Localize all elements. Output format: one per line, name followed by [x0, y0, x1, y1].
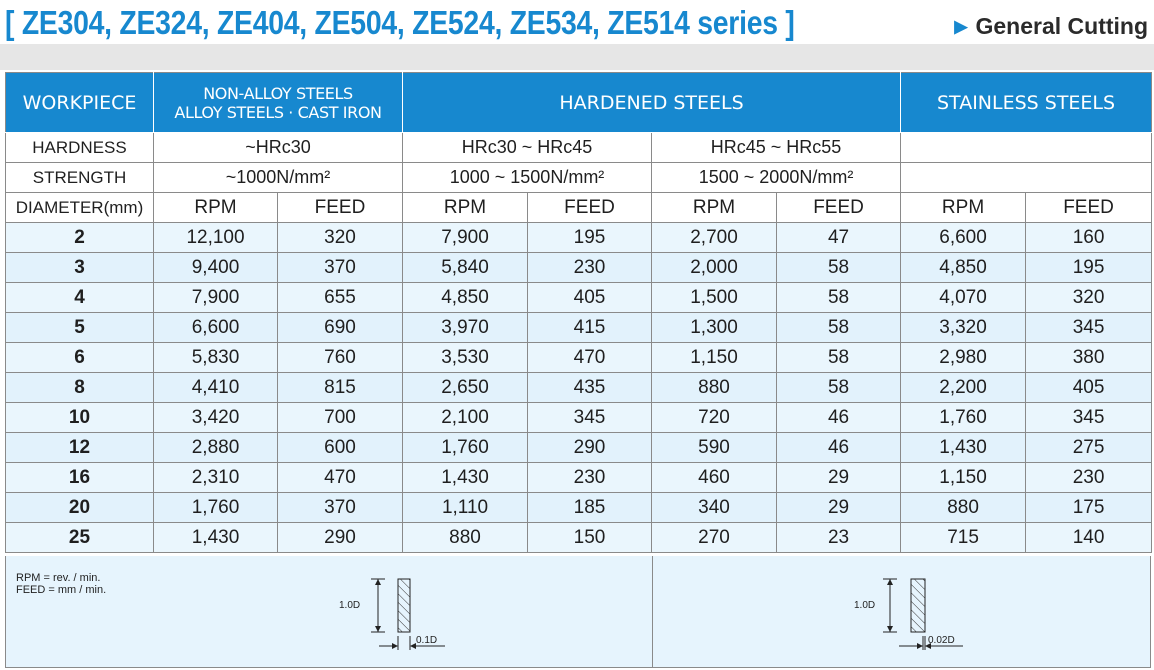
rpm-cell: 7,900	[154, 283, 278, 313]
rpm-cell: 1,760	[154, 493, 278, 523]
diameter-cell: 20	[6, 493, 154, 523]
table-row	[6, 373, 1152, 403]
rpm-cell: 460	[652, 463, 777, 493]
rpm-cell: 2,880	[154, 433, 278, 463]
rpm-cell: 1,430	[154, 523, 278, 553]
feed-cell: 405	[528, 283, 652, 313]
feed-cell: 58	[777, 283, 901, 313]
hardness-label: HARDNESS	[6, 133, 154, 163]
feed-header: FEED	[278, 193, 403, 223]
hardened-steels-header: HARDENED STEELS	[403, 73, 901, 133]
right-depth-label: 1.0D	[854, 600, 876, 611]
rpm-cell: 2,000	[652, 253, 777, 283]
notes-panel	[5, 556, 1151, 668]
feed-cell: 185	[528, 493, 652, 523]
strength-label: STRENGTH	[6, 163, 154, 193]
feed-cell: 290	[278, 523, 403, 553]
strength-value: 1500 ~ 2000N/mm²	[652, 163, 901, 193]
stainless-steels-header: STAINLESS STEELS	[901, 73, 1152, 133]
feed-cell: 320	[1026, 283, 1152, 313]
rpm-cell: 1,150	[901, 463, 1026, 493]
strength-value: ~1000N/mm²	[154, 163, 403, 193]
rpm-cell: 1,300	[652, 313, 777, 343]
feed-cell: 230	[528, 253, 652, 283]
rpm-cell: 9,400	[154, 253, 278, 283]
triangle-right-icon: ▶	[954, 17, 968, 36]
rpm-cell: 4,070	[901, 283, 1026, 313]
rpm-cell: 880	[652, 373, 777, 403]
rpm-cell: 1,760	[403, 433, 528, 463]
table-row	[6, 463, 1152, 493]
rpm-cell: 720	[652, 403, 777, 433]
diameter-cell: 8	[6, 373, 154, 403]
feed-definition: FEED = mm / min.	[16, 584, 107, 596]
rpm-header: RPM	[154, 193, 278, 223]
diameter-cell: 5	[6, 313, 154, 343]
left-depth-label: 1.0D	[339, 600, 361, 611]
table-row	[6, 403, 1152, 433]
hardness-value: ~HRc30	[154, 133, 403, 163]
feed-cell: 46	[777, 433, 901, 463]
diameter-cell: 12	[6, 433, 154, 463]
units-legend	[16, 572, 106, 596]
feed-cell: 380	[1026, 343, 1152, 373]
feed-cell: 655	[278, 283, 403, 313]
feed-cell: 435	[528, 373, 652, 403]
rpm-cell: 880	[403, 523, 528, 553]
diameter-cell: 6	[6, 343, 154, 373]
non-alloy-line-1: NON-ALLOY STEELS	[203, 83, 353, 103]
diameter-cell: 16	[6, 463, 154, 493]
rpm-cell: 12,100	[154, 223, 278, 253]
rpm-cell: 3,970	[403, 313, 528, 343]
rpm-header: RPM	[403, 193, 528, 223]
rpm-cell: 1,500	[652, 283, 777, 313]
hardness-value	[901, 133, 1152, 163]
feed-cell: 230	[528, 463, 652, 493]
feed-cell: 275	[1026, 433, 1152, 463]
diameter-header: DIAMETER(mm)	[6, 193, 154, 223]
section-label	[954, 8, 1148, 44]
strength-value	[901, 163, 1152, 193]
feed-cell: 470	[278, 463, 403, 493]
feed-cell: 345	[528, 403, 652, 433]
feed-cell: 58	[777, 373, 901, 403]
rpm-cell: 1,430	[403, 463, 528, 493]
rpm-cell: 4,850	[403, 283, 528, 313]
rpm-cell: 1,430	[901, 433, 1026, 463]
feed-cell: 230	[1026, 463, 1152, 493]
strength-row	[6, 163, 1152, 193]
feed-cell: 600	[278, 433, 403, 463]
diameter-cell: 3	[6, 253, 154, 283]
feed-cell: 290	[528, 433, 652, 463]
strength-value: 1000 ~ 1500N/mm²	[403, 163, 652, 193]
non-alloy-line-2: ALLOY STEELS · CAST IRON	[174, 102, 382, 122]
feed-cell: 405	[1026, 373, 1152, 403]
table-row	[6, 313, 1152, 343]
rpm-cell: 270	[652, 523, 777, 553]
feed-cell: 345	[1026, 403, 1152, 433]
feed-cell: 370	[278, 493, 403, 523]
table-row	[6, 253, 1152, 283]
feed-cell: 58	[777, 253, 901, 283]
workpiece-header: WORKPIECE	[6, 73, 154, 133]
rpm-cell: 715	[901, 523, 1026, 553]
diameter-cell: 10	[6, 403, 154, 433]
table-row	[6, 433, 1152, 463]
feed-cell: 320	[278, 223, 403, 253]
rpm-cell: 2,200	[901, 373, 1026, 403]
feed-cell: 23	[777, 523, 901, 553]
diameter-cell: 25	[6, 523, 154, 553]
feed-cell: 700	[278, 403, 403, 433]
feed-cell: 175	[1026, 493, 1152, 523]
rpm-cell: 2,310	[154, 463, 278, 493]
feed-header: FEED	[1026, 193, 1152, 223]
rpm-cell: 340	[652, 493, 777, 523]
rpm-cell: 5,830	[154, 343, 278, 373]
feed-cell: 760	[278, 343, 403, 373]
rpm-cell: 7,900	[403, 223, 528, 253]
rpm-header: RPM	[901, 193, 1026, 223]
feed-cell: 690	[278, 313, 403, 343]
rpm-cell: 4,410	[154, 373, 278, 403]
hardness-value: HRc30 ~ HRc45	[403, 133, 652, 163]
feed-cell: 150	[528, 523, 652, 553]
rpm-definition: RPM = rev. / min.	[16, 572, 101, 584]
feed-cell: 195	[528, 223, 652, 253]
table-row	[6, 283, 1152, 313]
feed-cell: 370	[278, 253, 403, 283]
notes-divider	[652, 556, 653, 668]
rpm-cell: 880	[901, 493, 1026, 523]
feed-cell: 46	[777, 403, 901, 433]
feed-cell: 140	[1026, 523, 1152, 553]
table-row	[6, 523, 1152, 553]
section-label-text: General Cutting	[975, 13, 1148, 39]
rpm-cell: 1,110	[403, 493, 528, 523]
feed-header: FEED	[528, 193, 652, 223]
rpm-cell: 6,600	[901, 223, 1026, 253]
feed-cell: 47	[777, 223, 901, 253]
left-width-label: 0.1D	[416, 635, 438, 646]
rpm-cell: 3,530	[403, 343, 528, 373]
table-row	[6, 343, 1152, 373]
feed-cell: 29	[777, 493, 901, 523]
right-width-label: 0.02D	[928, 635, 955, 646]
rpm-cell: 6,600	[154, 313, 278, 343]
table-row	[6, 493, 1152, 523]
non-alloy-steels-header	[154, 73, 403, 133]
rpm-cell: 2,100	[403, 403, 528, 433]
rpm-cell: 1,760	[901, 403, 1026, 433]
column-header-row	[6, 193, 1152, 223]
slot-depth-diagram-left	[361, 574, 451, 654]
feed-cell: 29	[777, 463, 901, 493]
feed-cell: 470	[528, 343, 652, 373]
rpm-cell: 4,850	[901, 253, 1026, 283]
feed-cell: 815	[278, 373, 403, 403]
hardness-value: HRc45 ~ HRc55	[652, 133, 901, 163]
rpm-cell: 5,840	[403, 253, 528, 283]
rpm-cell: 3,420	[154, 403, 278, 433]
header-band	[0, 44, 1154, 70]
rpm-header: RPM	[652, 193, 777, 223]
table-row	[6, 223, 1152, 253]
header-row	[6, 73, 1152, 133]
feed-cell: 345	[1026, 313, 1152, 343]
rpm-cell: 2,650	[403, 373, 528, 403]
feed-cell: 195	[1026, 253, 1152, 283]
feed-cell: 58	[777, 343, 901, 373]
rpm-cell: 3,320	[901, 313, 1026, 343]
rpm-cell: 2,980	[901, 343, 1026, 373]
hardness-row	[6, 133, 1152, 163]
diameter-cell: 4	[6, 283, 154, 313]
diameter-cell: 2	[6, 223, 154, 253]
feed-cell: 415	[528, 313, 652, 343]
rpm-cell: 1,150	[652, 343, 777, 373]
rpm-cell: 590	[652, 433, 777, 463]
feed-cell: 58	[777, 313, 901, 343]
feed-header: FEED	[777, 193, 901, 223]
page-title: [ ZE304, ZE324, ZE404, ZE504, ZE524, ZE534, ZE514 series ]	[5, 4, 795, 41]
cutting-conditions-table	[5, 72, 1152, 553]
feed-cell: 160	[1026, 223, 1152, 253]
rpm-cell: 2,700	[652, 223, 777, 253]
